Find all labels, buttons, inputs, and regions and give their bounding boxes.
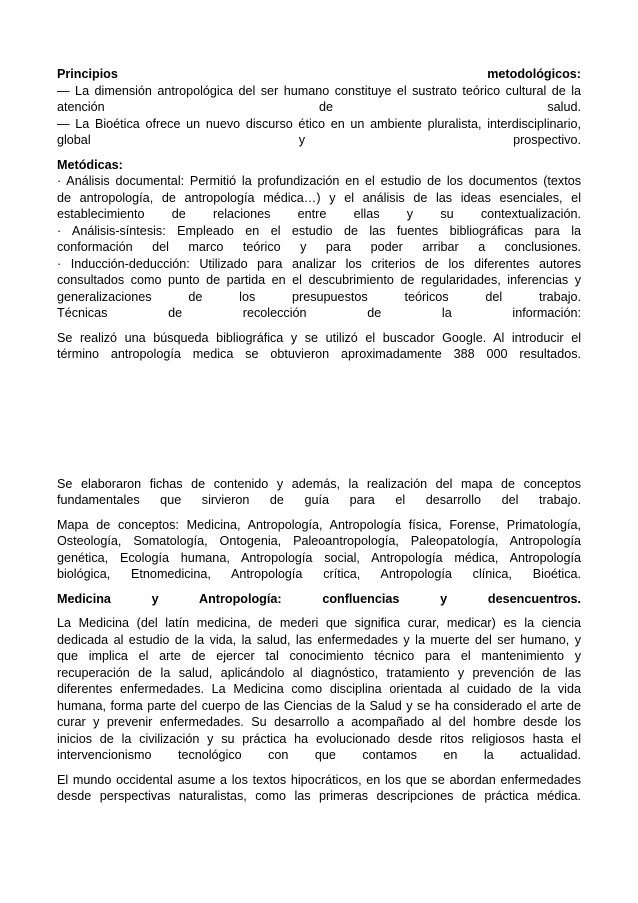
text-line: desde perspectivas naturalistas, como las primeras descripciones de práctica médica. bbox=[57, 789, 581, 803]
text-line: Se realizó una búsqueda bibliográfica y se utilizó el buscador Google. Al introducir el bbox=[57, 330, 581, 345]
text-line: La Medicina (del latín medicina, de mederi que significa curar, medicar) es la ciencia bbox=[57, 616, 581, 630]
text-line: · Análisis-síntesis: Empleado en el estudio de las fuentes bibliográficas para la bbox=[57, 223, 581, 238]
heading-principios: Principios metodológicos: bbox=[57, 67, 581, 81]
text-line: atención de salud. bbox=[57, 100, 581, 114]
text-line: Se elaboraron fichas de contenido y además, la realización del mapa de conceptos bbox=[57, 476, 581, 491]
text-line: consultados como punto de partida en el descubrimiento de regularidades, inferencias y bbox=[57, 273, 581, 287]
heading-metodicas: Metódicas: bbox=[57, 157, 123, 172]
text-line: dedicada al estudio de la vida, la salud, las enfermedades y la muerte del ser humano, y bbox=[57, 632, 581, 647]
text-line: — La dimensión antropológica del ser humano constituye el sustrato teórico cultural de la bbox=[57, 83, 581, 98]
text-line: término antropología medica se obtuvieron aproximadamente 388 000 resultados. bbox=[57, 347, 581, 361]
text-line: curar y prevenir enfermedades. Su desarrollo a acompañado al del hombre desde los bbox=[57, 715, 581, 729]
text-line: generalizaciones de los presupuestos teóricos del trabajo. bbox=[57, 289, 581, 304]
text-line: · Inducción-deducción: Utilizado para analizar los criterios de los diferentes autores bbox=[57, 256, 581, 271]
text-line: genética, Ecología humana, Antropología social, Antropología médica, Antropología bbox=[57, 550, 581, 565]
text-line: intervencionismo tecnológico con que contamos en la actualidad. bbox=[57, 748, 581, 762]
text-line: Mapa de conceptos: Medicina, Antropología, Antropología física, Forense, Primatología, bbox=[57, 517, 581, 532]
text-line: Osteología, Somatología, Ontogenia, Paleoantropología, Paleopatología, Antropología bbox=[57, 534, 581, 548]
text-line: conformación del marco teórico y para poder arribar a conclusiones. bbox=[57, 240, 581, 254]
text-line: global y prospectivo. bbox=[57, 133, 581, 147]
text-line: establecimiento de relaciones entre ellas y su contextualización. bbox=[57, 207, 581, 221]
text-line: · Análisis documental: Permitió la profundización en el estudio de los documentos (textos bbox=[57, 174, 581, 188]
text-line: El mundo occidental asume a los textos hipocráticos, en los que se abordan enfermedades bbox=[57, 772, 581, 787]
text-line: fundamentales que sirvieron de guía para el desarrollo del trabajo. bbox=[57, 493, 581, 507]
text-line: humana, forma parte del cuerpo de las Ciencias de la Salud y se ha considerado el arte de bbox=[57, 698, 581, 713]
text-line: — La Bioética ofrece un nuevo discurso ético en un ambiente pluralista, interdisciplinario, bbox=[57, 116, 581, 131]
document-body bbox=[57, 66, 581, 805]
blank-space bbox=[57, 363, 581, 476]
text-line: Técnicas de recolección de la información: bbox=[57, 306, 581, 320]
text-line: que implica el arte de ejercer tal conocimiento técnico para el mantenimiento y bbox=[57, 649, 581, 663]
text-line: biológica, Etnomedicina, Antropología crítica, Antropología clínica, Bioética. bbox=[57, 567, 581, 581]
heading-medicina-antropologia: Medicina y Antropología: confluencias y desencuentros. bbox=[57, 591, 581, 606]
text-line: diferentes enfermedades. La Medicina como disciplina orientada al cuidado de la vida bbox=[57, 682, 581, 696]
text-line: recuperación de la salud, aplicándolo al diagnóstico, tratamiento y prevención de las bbox=[57, 665, 581, 680]
text-line: inicios de la civilización y su práctica ha evolucionado desde ritos religiosos hasta el bbox=[57, 731, 581, 746]
text-line: de antropología, de antropología médica…) y el análisis de las ideas esenciales, el bbox=[57, 190, 581, 205]
